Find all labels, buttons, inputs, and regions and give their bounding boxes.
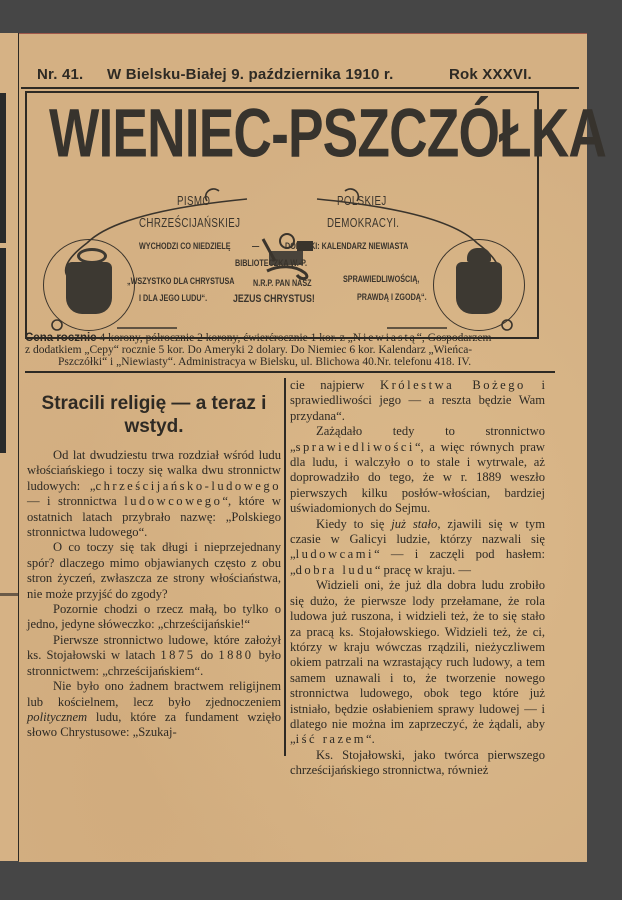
- text: “, a więc równych praw dla ludu, i walczyło o to stale i wytrwale, aż doprowadziło do tego, że w r. 1889 weszło pierwszych kilku posłów-włościan, bardziej uświadomionych do Sejmu.: [290, 439, 545, 516]
- paragraph: [290, 424, 545, 516]
- previous-page-text-edge: [0, 248, 6, 453]
- crest-crown: [467, 248, 491, 262]
- text: dobra ludu: [295, 562, 375, 577]
- issue-number: Nr. 41.: [37, 66, 84, 83]
- masthead-motto: „WSZYSTKO DLA CHRYSTUSA: [127, 276, 235, 286]
- masthead-supplements: DODATKI: KALENDARZ NIEWIASTA: [285, 241, 409, 251]
- paragraph: [290, 378, 545, 424]
- price-line-3: Pszczółki“ i „Niewiasty“. Administracya w Bielsku, ul. Blichowa 40.Nr. telefonu 418. IV.: [58, 356, 472, 368]
- text: “.: [366, 732, 375, 747]
- masthead-title: WIENIEC-PSZCZÓŁKA: [49, 96, 607, 172]
- text: “, które w ostatnich latach przybrało nazwę: „Polskiego stronnictwa ludowego“.: [27, 494, 281, 540]
- masthead: [25, 91, 607, 339]
- lamb-emblem-icon: [255, 231, 319, 283]
- text: , zjawili się w tym czasie w Galicyi ludzie, którzy nazwali się „: [290, 516, 546, 562]
- subscription-info: [25, 332, 555, 368]
- masthead-frequency: WYCHODZI CO NIEDZIELĘ: [139, 241, 231, 251]
- masthead-motto: SPRAWIEDLIWOŚCIĄ,: [343, 274, 420, 284]
- paragraph: Pozornie chodzi o rzecz małą, bo tylko o jedno, jedyne słóweczko: „chrześcijańskie!“: [27, 602, 281, 632]
- previous-page-rule: [0, 593, 18, 596]
- text: już stało: [391, 516, 438, 531]
- issue-place-date: W Bielsku-Białej 9. października 1910 r.: [107, 66, 394, 83]
- text: Kiedy to się: [316, 516, 392, 531]
- text: “ — i zaczęli pod hasłem: „: [290, 547, 545, 577]
- masthead-subtitle: DEMOKRACYI.: [327, 215, 400, 230]
- masthead-library: BIBLIOTECZKA W.-P.: [235, 258, 307, 268]
- previous-page-text-edge: [0, 93, 6, 243]
- price-line-1: [25, 332, 555, 344]
- text: Zażądało tedy to stronnictwo „: [290, 424, 545, 454]
- masthead-subtitle: PISMO: [177, 193, 211, 208]
- text: Widzieli oni, że już dla dobra ludu zrobiło się dużo, że pierwsze lody przełamane, że rola ludowa już ruszona, i widzieli też, że to się stało za pracą ks. Stojałowskiego. Widzieli też, że ci, którzy w kraju wówczas rządzili, nieżyczliwem okiem patrzali na wzrastający ruch ludowy, a tem samem uznawali i to, że tworzenie nowego stronnictwa ludowego, obok tego które już istniało, będzie osłabieniem sprawy ludowej — i dlatego nie można im zaprzeczyć, że żądali, aby „: [290, 578, 545, 747]
- text: Nie było ono żadnem bractwem religijnem lub kościelnem, lecz było zjednoczeniem: [27, 679, 281, 709]
- text: Od lat dwudziestu trwa rozdział wśród ludu włościańskiego i toczy się walka dwu stronnictw ludowych: „: [27, 448, 281, 493]
- column-divider: [284, 378, 286, 756]
- masthead-motto: N.R.P. PAN NASZ: [253, 278, 312, 288]
- text: cie najpierw: [290, 378, 380, 392]
- text: “ pracę w kraju. —: [374, 562, 471, 577]
- text: ludowcami: [295, 547, 375, 562]
- price-text: 4 korony, półrocznie 2 korony, ćwierćrocznie 1 kor. z „: [99, 332, 353, 344]
- masthead-motto: JEZUS CHRYSTUS!: [233, 293, 315, 305]
- masthead-motto: I DLA JEGO LUDU“.: [139, 293, 208, 303]
- coat-of-arms-city-icon: [43, 239, 135, 331]
- text: Królestwa Bożego: [380, 378, 526, 392]
- price-label: Cena rocznie: [25, 332, 97, 344]
- article-headline: Stracili religię — a teraz i wstyd.: [41, 393, 267, 437]
- text: do: [195, 648, 219, 663]
- newspaper-page: [19, 33, 607, 862]
- mid-rule: [25, 371, 555, 373]
- article-column-right: [290, 378, 545, 779]
- text: i sprawiedliwości jego — a reszta będzie Wam przydana“.: [290, 378, 545, 423]
- previous-page-edge[interactable]: [0, 33, 20, 861]
- issue-year: Rok XXXVI.: [449, 66, 532, 83]
- masthead-subtitle: CHRZEŚCIJAŃSKIEJ: [139, 215, 241, 230]
- text: ludowcowego: [124, 494, 223, 509]
- masthead-motto: PRAWDĄ I ZGODĄ“.: [357, 292, 427, 302]
- paragraph: O co toczy się tak długi i nieprzejednany spór? dlaczego mimo objawianych często z obu stron życzeń, zwłaszcza ze strony włościaństwa, nie może przyjść do zgody?: [27, 540, 281, 601]
- price-text: Niewiastą: [352, 332, 417, 344]
- text: Pierwsze stronnictwo ludowe, które założył ks. Stojałowski w latach: [27, 632, 281, 663]
- text: chrześcijańsko-ludowego: [95, 478, 281, 493]
- paragraph: [27, 679, 281, 741]
- text: iść razem: [295, 732, 366, 747]
- masthead-subtitle: POLSKIEJ: [337, 193, 387, 208]
- text: politycznem: [27, 709, 88, 724]
- paragraph: [27, 448, 281, 540]
- crest-shield: [456, 262, 502, 314]
- crest-shield: [66, 262, 112, 314]
- masthead-dash: —: [252, 241, 260, 251]
- text: ludu, które za fundament wzięło słowo Chrystusowe: „Szukaj-: [27, 709, 281, 740]
- article-column-left: [27, 378, 281, 741]
- paragraph: [290, 517, 545, 579]
- coat-of-arms-crowned-icon: [433, 239, 525, 331]
- price-line-2: z dodatkiem „Cepy“ rocznie 5 kor. Do Ameryki 2 dolary. Do Niemiec 6 kor. Kalendarz „Wieńca-: [25, 344, 473, 356]
- paragraph: Ks. Stojałowski, jako twórca pierwszego chrześcijańskiego stronnictwa, również: [290, 747, 545, 778]
- paragraph: [290, 578, 545, 747]
- text: 1875: [160, 648, 196, 663]
- price-text: “, Gospodarzem: [416, 332, 492, 344]
- top-rule: [21, 87, 579, 89]
- text: sprawiedliwości: [295, 439, 415, 454]
- issue-line: [37, 66, 537, 86]
- text: było stronnictwem: „chrześcijańskiem“.: [27, 648, 281, 678]
- text: — i stronnictwa: [27, 494, 125, 509]
- paragraph: [27, 633, 281, 679]
- text: 1880: [218, 648, 254, 663]
